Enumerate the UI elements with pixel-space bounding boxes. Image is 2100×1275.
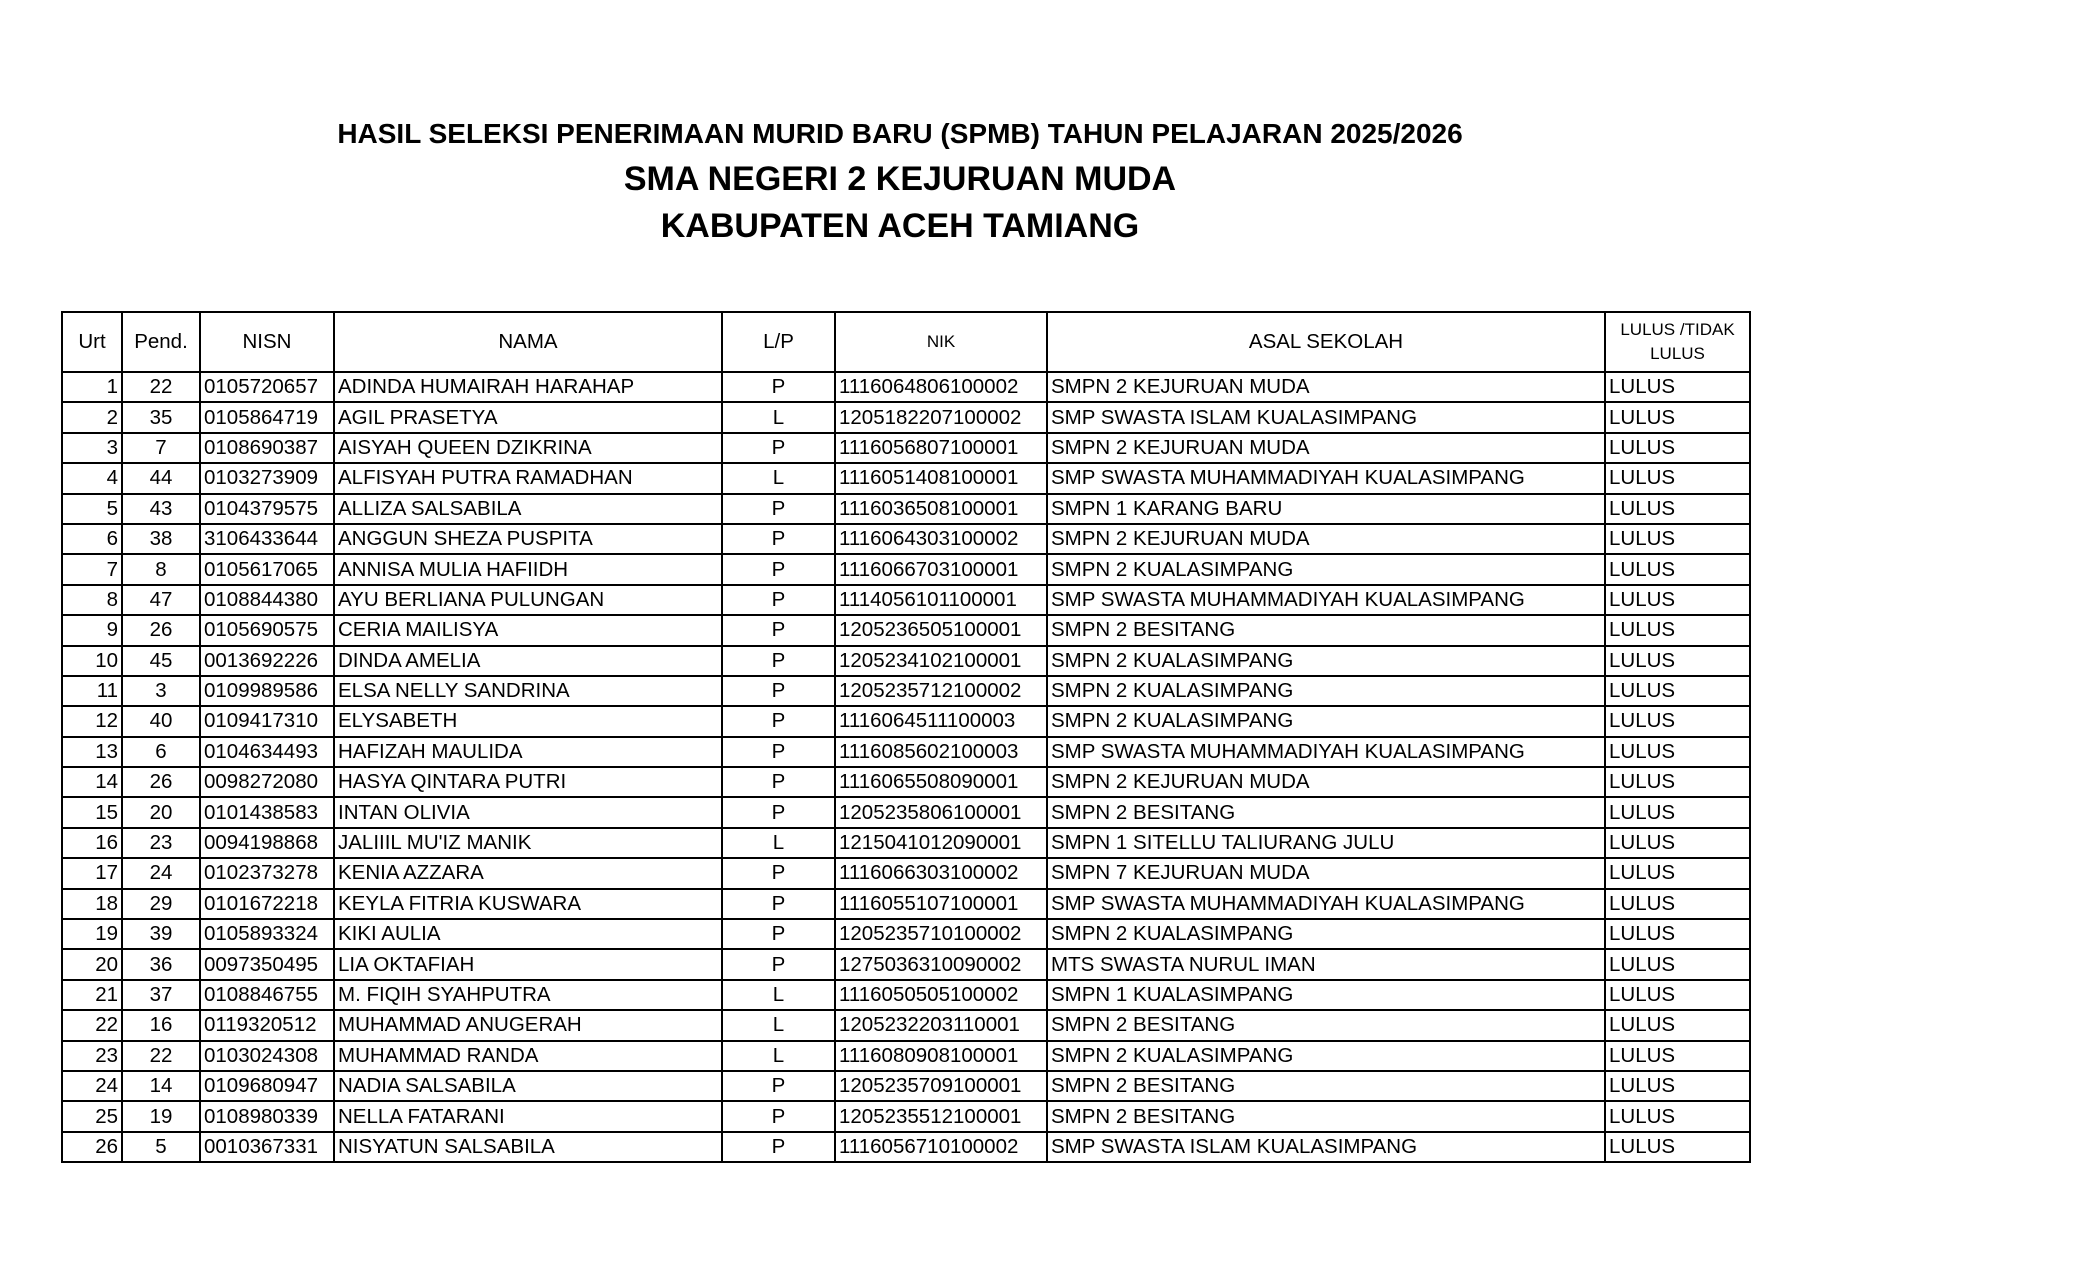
cell-status: LULUS xyxy=(1605,1010,1750,1040)
cell-urt: 23 xyxy=(62,1041,122,1071)
cell-status: LULUS xyxy=(1605,889,1750,919)
cell-asal: SMPN 2 BESITANG xyxy=(1047,1071,1605,1101)
table-row xyxy=(62,402,1750,432)
cell-pend: 39 xyxy=(122,919,200,949)
cell-urt: 9 xyxy=(62,615,122,645)
cell-asal: SMPN 2 KUALASIMPANG xyxy=(1047,554,1605,584)
cell-lp: P xyxy=(722,858,835,888)
cell-nik: 1116064806100002 xyxy=(835,372,1047,402)
cell-status: LULUS xyxy=(1605,737,1750,767)
cell-nisn: 0094198868 xyxy=(200,828,334,858)
cell-urt: 5 xyxy=(62,494,122,524)
cell-asal: SMP SWASTA MUHAMMADIYAH KUALASIMPANG xyxy=(1047,737,1605,767)
cell-lp: P xyxy=(722,554,835,584)
cell-urt: 18 xyxy=(62,889,122,919)
cell-nama: LIA OKTAFIAH xyxy=(334,949,722,979)
col-status-header-line2: LULUS xyxy=(1650,344,1705,363)
table-row xyxy=(62,919,1750,949)
col-lp-header: L/P xyxy=(722,312,835,372)
cell-lp: L xyxy=(722,402,835,432)
cell-urt: 13 xyxy=(62,737,122,767)
cell-pend: 38 xyxy=(122,524,200,554)
cell-nama: MUHAMMAD ANUGERAH xyxy=(334,1010,722,1040)
cell-pend: 47 xyxy=(122,585,200,615)
table-row xyxy=(62,646,1750,676)
table-row xyxy=(62,1041,1750,1071)
cell-lp: P xyxy=(722,737,835,767)
cell-nama: JALIIIL MU'IZ MANIK xyxy=(334,828,722,858)
cell-nisn: 0109680947 xyxy=(200,1071,334,1101)
cell-pend: 6 xyxy=(122,737,200,767)
cell-asal: SMPN 2 BESITANG xyxy=(1047,797,1605,827)
cell-nik: 1116055107100001 xyxy=(835,889,1047,919)
results-table xyxy=(61,311,1751,1163)
cell-asal: SMPN 2 KUALASIMPANG xyxy=(1047,676,1605,706)
cell-urt: 25 xyxy=(62,1101,122,1131)
col-urt-header: Urt xyxy=(62,312,122,372)
cell-nama: NADIA SALSABILA xyxy=(334,1071,722,1101)
cell-lp: P xyxy=(722,797,835,827)
cell-status: LULUS xyxy=(1605,797,1750,827)
table-row xyxy=(62,1101,1750,1131)
table-row xyxy=(62,372,1750,402)
cell-nisn: 0097350495 xyxy=(200,949,334,979)
cell-status: LULUS xyxy=(1605,949,1750,979)
col-nama-header: NAMA xyxy=(334,312,722,372)
cell-urt: 16 xyxy=(62,828,122,858)
cell-urt: 3 xyxy=(62,433,122,463)
cell-nama: ALFISYAH PUTRA RAMADHAN xyxy=(334,463,722,493)
cell-lp: P xyxy=(722,494,835,524)
cell-nama: NISYATUN SALSABILA xyxy=(334,1132,722,1162)
cell-pend: 23 xyxy=(122,828,200,858)
cell-nik: 1205235512100001 xyxy=(835,1101,1047,1131)
cell-asal: SMPN 1 SITELLU TALIURANG JULU xyxy=(1047,828,1605,858)
cell-asal: SMP SWASTA MUHAMMADIYAH KUALASIMPANG xyxy=(1047,463,1605,493)
cell-nik: 1205232203110001 xyxy=(835,1010,1047,1040)
cell-asal: SMPN 2 KUALASIMPANG xyxy=(1047,706,1605,736)
cell-nik: 1205236505100001 xyxy=(835,615,1047,645)
cell-status: LULUS xyxy=(1605,1101,1750,1131)
cell-status: LULUS xyxy=(1605,767,1750,797)
cell-status: LULUS xyxy=(1605,554,1750,584)
cell-urt: 7 xyxy=(62,554,122,584)
cell-nik: 1205234102100001 xyxy=(835,646,1047,676)
cell-pend: 19 xyxy=(122,1101,200,1131)
cell-nik: 1116056710100002 xyxy=(835,1132,1047,1162)
cell-asal: SMP SWASTA ISLAM KUALASIMPANG xyxy=(1047,402,1605,432)
cell-nik: 1116066303100002 xyxy=(835,858,1047,888)
cell-pend: 29 xyxy=(122,889,200,919)
table-row xyxy=(62,737,1750,767)
cell-status: LULUS xyxy=(1605,433,1750,463)
cell-nama: ANNISA MULIA HAFIIDH xyxy=(334,554,722,584)
cell-pend: 7 xyxy=(122,433,200,463)
cell-status: LULUS xyxy=(1605,646,1750,676)
col-pend-header: Pend. xyxy=(122,312,200,372)
cell-nama: ELYSABETH xyxy=(334,706,722,736)
cell-lp: P xyxy=(722,585,835,615)
regency-name: KABUPATEN ACEH TAMIANG xyxy=(660,207,1140,245)
cell-nik: 1116080908100001 xyxy=(835,1041,1047,1071)
col-nik-header: NIK xyxy=(835,312,1047,372)
cell-lp: L xyxy=(722,828,835,858)
cell-nama: HAFIZAH MAULIDA xyxy=(334,737,722,767)
table-row xyxy=(62,889,1750,919)
cell-nisn: 0108844380 xyxy=(200,585,334,615)
cell-nama: CERIA MAILISYA xyxy=(334,615,722,645)
cell-lp: P xyxy=(722,646,835,676)
cell-urt: 24 xyxy=(62,1071,122,1101)
cell-asal: SMPN 2 KEJURUAN MUDA xyxy=(1047,767,1605,797)
cell-lp: P xyxy=(722,1071,835,1101)
cell-nisn: 0109989586 xyxy=(200,676,334,706)
cell-nisn: 0104634493 xyxy=(200,737,334,767)
cell-status: LULUS xyxy=(1605,980,1750,1010)
cell-lp: P xyxy=(722,949,835,979)
cell-urt: 21 xyxy=(62,980,122,1010)
cell-nama: KIKI AULIA xyxy=(334,919,722,949)
cell-nisn: 0105864719 xyxy=(200,402,334,432)
cell-pend: 14 xyxy=(122,1071,200,1101)
cell-nama: MUHAMMAD RANDA xyxy=(334,1041,722,1071)
cell-nik: 1205182207100002 xyxy=(835,402,1047,432)
table-row xyxy=(62,1071,1750,1101)
cell-lp: P xyxy=(722,767,835,797)
cell-nama: AISYAH QUEEN DZIKRINA xyxy=(334,433,722,463)
cell-asal: SMPN 2 KEJURUAN MUDA xyxy=(1047,524,1605,554)
cell-nisn: 0103024308 xyxy=(200,1041,334,1071)
table-row xyxy=(62,585,1750,615)
cell-nik: 1116050505100002 xyxy=(835,980,1047,1010)
cell-nama: KEYLA FITRIA KUSWARA xyxy=(334,889,722,919)
cell-urt: 1 xyxy=(62,372,122,402)
cell-lp: P xyxy=(722,676,835,706)
cell-asal: SMP SWASTA ISLAM KUALASIMPANG xyxy=(1047,1132,1605,1162)
cell-nisn: 0108846755 xyxy=(200,980,334,1010)
cell-lp: P xyxy=(722,889,835,919)
cell-pend: 22 xyxy=(122,1041,200,1071)
cell-nisn: 0101672218 xyxy=(200,889,334,919)
cell-lp: P xyxy=(722,433,835,463)
cell-status: LULUS xyxy=(1605,1041,1750,1071)
cell-pend: 44 xyxy=(122,463,200,493)
table-row xyxy=(62,463,1750,493)
cell-urt: 22 xyxy=(62,1010,122,1040)
cell-pend: 26 xyxy=(122,767,200,797)
cell-pend: 16 xyxy=(122,1010,200,1040)
cell-asal: SMPN 2 KUALASIMPANG xyxy=(1047,646,1605,676)
document-title: HASIL SELEKSI PENERIMAAN MURID BARU (SPMB) TAHUN PELAJARAN 2025/2026 xyxy=(337,118,1463,149)
cell-urt: 26 xyxy=(62,1132,122,1162)
cell-nik: 1114056101100001 xyxy=(835,585,1047,615)
cell-nama: AYU BERLIANA PULUNGAN xyxy=(334,585,722,615)
cell-pend: 8 xyxy=(122,554,200,584)
cell-status: LULUS xyxy=(1605,828,1750,858)
table-row xyxy=(62,980,1750,1010)
cell-pend: 26 xyxy=(122,615,200,645)
cell-nama: ALLIZA SALSABILA xyxy=(334,494,722,524)
cell-lp: L xyxy=(722,1041,835,1071)
table-row xyxy=(62,1010,1750,1040)
cell-nama: KENIA AZZARA xyxy=(334,858,722,888)
table-row xyxy=(62,494,1750,524)
cell-nama: NELLA FATARANI xyxy=(334,1101,722,1131)
cell-asal: SMPN 2 BESITANG xyxy=(1047,1010,1605,1040)
cell-urt: 19 xyxy=(62,919,122,949)
cell-nama: ELSA NELLY SANDRINA xyxy=(334,676,722,706)
cell-urt: 14 xyxy=(62,767,122,797)
table-row xyxy=(62,797,1750,827)
table-row xyxy=(62,554,1750,584)
cell-nisn: 0109417310 xyxy=(200,706,334,736)
col-status-header-line1: LULUS /TIDAK xyxy=(1620,320,1735,339)
cell-nisn: 0105617065 xyxy=(200,554,334,584)
cell-status: LULUS xyxy=(1605,372,1750,402)
cell-nik: 1116036508100001 xyxy=(835,494,1047,524)
cell-nik: 1116056807100001 xyxy=(835,433,1047,463)
cell-pend: 5 xyxy=(122,1132,200,1162)
cell-asal: SMPN 1 KARANG BARU xyxy=(1047,494,1605,524)
cell-pend: 40 xyxy=(122,706,200,736)
cell-urt: 11 xyxy=(62,676,122,706)
cell-nik: 1215041012090001 xyxy=(835,828,1047,858)
cell-nama: DINDA AMELIA xyxy=(334,646,722,676)
cell-status: LULUS xyxy=(1605,524,1750,554)
cell-lp: P xyxy=(722,706,835,736)
cell-nik: 1116066703100001 xyxy=(835,554,1047,584)
cell-pend: 24 xyxy=(122,858,200,888)
cell-nisn: 0013692226 xyxy=(200,646,334,676)
cell-urt: 2 xyxy=(62,402,122,432)
cell-urt: 4 xyxy=(62,463,122,493)
cell-urt: 10 xyxy=(62,646,122,676)
cell-lp: P xyxy=(722,524,835,554)
cell-nik: 1205235709100001 xyxy=(835,1071,1047,1101)
cell-asal: SMPN 2 BESITANG xyxy=(1047,615,1605,645)
table-row xyxy=(62,615,1750,645)
cell-pend: 37 xyxy=(122,980,200,1010)
cell-pend: 35 xyxy=(122,402,200,432)
cell-pend: 20 xyxy=(122,797,200,827)
cell-status: LULUS xyxy=(1605,1071,1750,1101)
cell-asal: SMPN 1 KUALASIMPANG xyxy=(1047,980,1605,1010)
cell-nisn: 0103273909 xyxy=(200,463,334,493)
cell-nisn: 0105720657 xyxy=(200,372,334,402)
cell-nama: INTAN OLIVIA xyxy=(334,797,722,827)
cell-urt: 6 xyxy=(62,524,122,554)
cell-asal: SMPN 7 KEJURUAN MUDA xyxy=(1047,858,1605,888)
cell-status: LULUS xyxy=(1605,706,1750,736)
table-row xyxy=(62,767,1750,797)
cell-nik: 1116051408100001 xyxy=(835,463,1047,493)
cell-nisn: 0104379575 xyxy=(200,494,334,524)
cell-status: LULUS xyxy=(1605,919,1750,949)
cell-status: LULUS xyxy=(1605,676,1750,706)
cell-nik: 1116064511100003 xyxy=(835,706,1047,736)
cell-nik: 1116085602100003 xyxy=(835,737,1047,767)
school-name: SMA NEGERI 2 KEJURUAN MUDA xyxy=(623,160,1177,198)
cell-lp: L xyxy=(722,463,835,493)
cell-asal: SMPN 2 KUALASIMPANG xyxy=(1047,1041,1605,1071)
cell-nisn: 0108980339 xyxy=(200,1101,334,1131)
cell-nama: AGIL PRASETYA xyxy=(334,402,722,432)
cell-nisn: 0102373278 xyxy=(200,858,334,888)
cell-lp: L xyxy=(722,1010,835,1040)
cell-nama: ANGGUN SHEZA PUSPITA xyxy=(334,524,722,554)
cell-nisn: 0119320512 xyxy=(200,1010,334,1040)
cell-asal: SMP SWASTA MUHAMMADIYAH KUALASIMPANG xyxy=(1047,585,1605,615)
cell-lp: P xyxy=(722,372,835,402)
cell-status: LULUS xyxy=(1605,858,1750,888)
cell-urt: 20 xyxy=(62,949,122,979)
cell-nama: ADINDA HUMAIRAH HARAHAP xyxy=(334,372,722,402)
cell-lp: P xyxy=(722,1132,835,1162)
cell-nisn: 0098272080 xyxy=(200,767,334,797)
cell-nik: 1205235712100002 xyxy=(835,676,1047,706)
cell-nama: M. FIQIH SYAHPUTRA xyxy=(334,980,722,1010)
table-row xyxy=(62,433,1750,463)
cell-nik: 1116064303100002 xyxy=(835,524,1047,554)
cell-pend: 22 xyxy=(122,372,200,402)
cell-nik: 1275036310090002 xyxy=(835,949,1047,979)
cell-lp: L xyxy=(722,980,835,1010)
cell-nama: HASYA QINTARA PUTRI xyxy=(334,767,722,797)
cell-asal: MTS SWASTA NURUL IMAN xyxy=(1047,949,1605,979)
cell-nisn: 0101438583 xyxy=(200,797,334,827)
cell-asal: SMP SWASTA MUHAMMADIYAH KUALASIMPANG xyxy=(1047,889,1605,919)
cell-nisn: 0105893324 xyxy=(200,919,334,949)
cell-status: LULUS xyxy=(1605,494,1750,524)
cell-asal: SMPN 2 BESITANG xyxy=(1047,1101,1605,1131)
cell-asal: SMPN 2 KEJURUAN MUDA xyxy=(1047,372,1605,402)
cell-lp: P xyxy=(722,1101,835,1131)
cell-urt: 12 xyxy=(62,706,122,736)
cell-urt: 15 xyxy=(62,797,122,827)
table-body xyxy=(62,372,1750,1162)
cell-pend: 43 xyxy=(122,494,200,524)
cell-nisn: 0105690575 xyxy=(200,615,334,645)
cell-nik: 1205235806100001 xyxy=(835,797,1047,827)
cell-status: LULUS xyxy=(1605,402,1750,432)
cell-status: LULUS xyxy=(1605,1132,1750,1162)
col-nisn-header: NISN xyxy=(200,312,334,372)
table-row xyxy=(62,676,1750,706)
table-row xyxy=(62,858,1750,888)
cell-nik: 1205235710100002 xyxy=(835,919,1047,949)
cell-pend: 36 xyxy=(122,949,200,979)
col-asal-header: ASAL SEKOLAH xyxy=(1047,312,1605,372)
table-row xyxy=(62,706,1750,736)
cell-nik: 1116065508090001 xyxy=(835,767,1047,797)
cell-status: LULUS xyxy=(1605,615,1750,645)
cell-asal: SMPN 2 KEJURUAN MUDA xyxy=(1047,433,1605,463)
table-row xyxy=(62,828,1750,858)
table-row xyxy=(62,949,1750,979)
cell-nisn: 0108690387 xyxy=(200,433,334,463)
table-header-row xyxy=(62,312,1750,372)
cell-lp: P xyxy=(722,919,835,949)
cell-urt: 8 xyxy=(62,585,122,615)
col-status-header xyxy=(1605,312,1750,372)
table-row xyxy=(62,524,1750,554)
cell-nisn: 3106433644 xyxy=(200,524,334,554)
table-row xyxy=(62,1132,1750,1162)
cell-pend: 45 xyxy=(122,646,200,676)
cell-status: LULUS xyxy=(1605,463,1750,493)
cell-lp: P xyxy=(722,615,835,645)
cell-nisn: 0010367331 xyxy=(200,1132,334,1162)
cell-pend: 3 xyxy=(122,676,200,706)
cell-status: LULUS xyxy=(1605,585,1750,615)
cell-urt: 17 xyxy=(62,858,122,888)
cell-asal: SMPN 2 KUALASIMPANG xyxy=(1047,919,1605,949)
